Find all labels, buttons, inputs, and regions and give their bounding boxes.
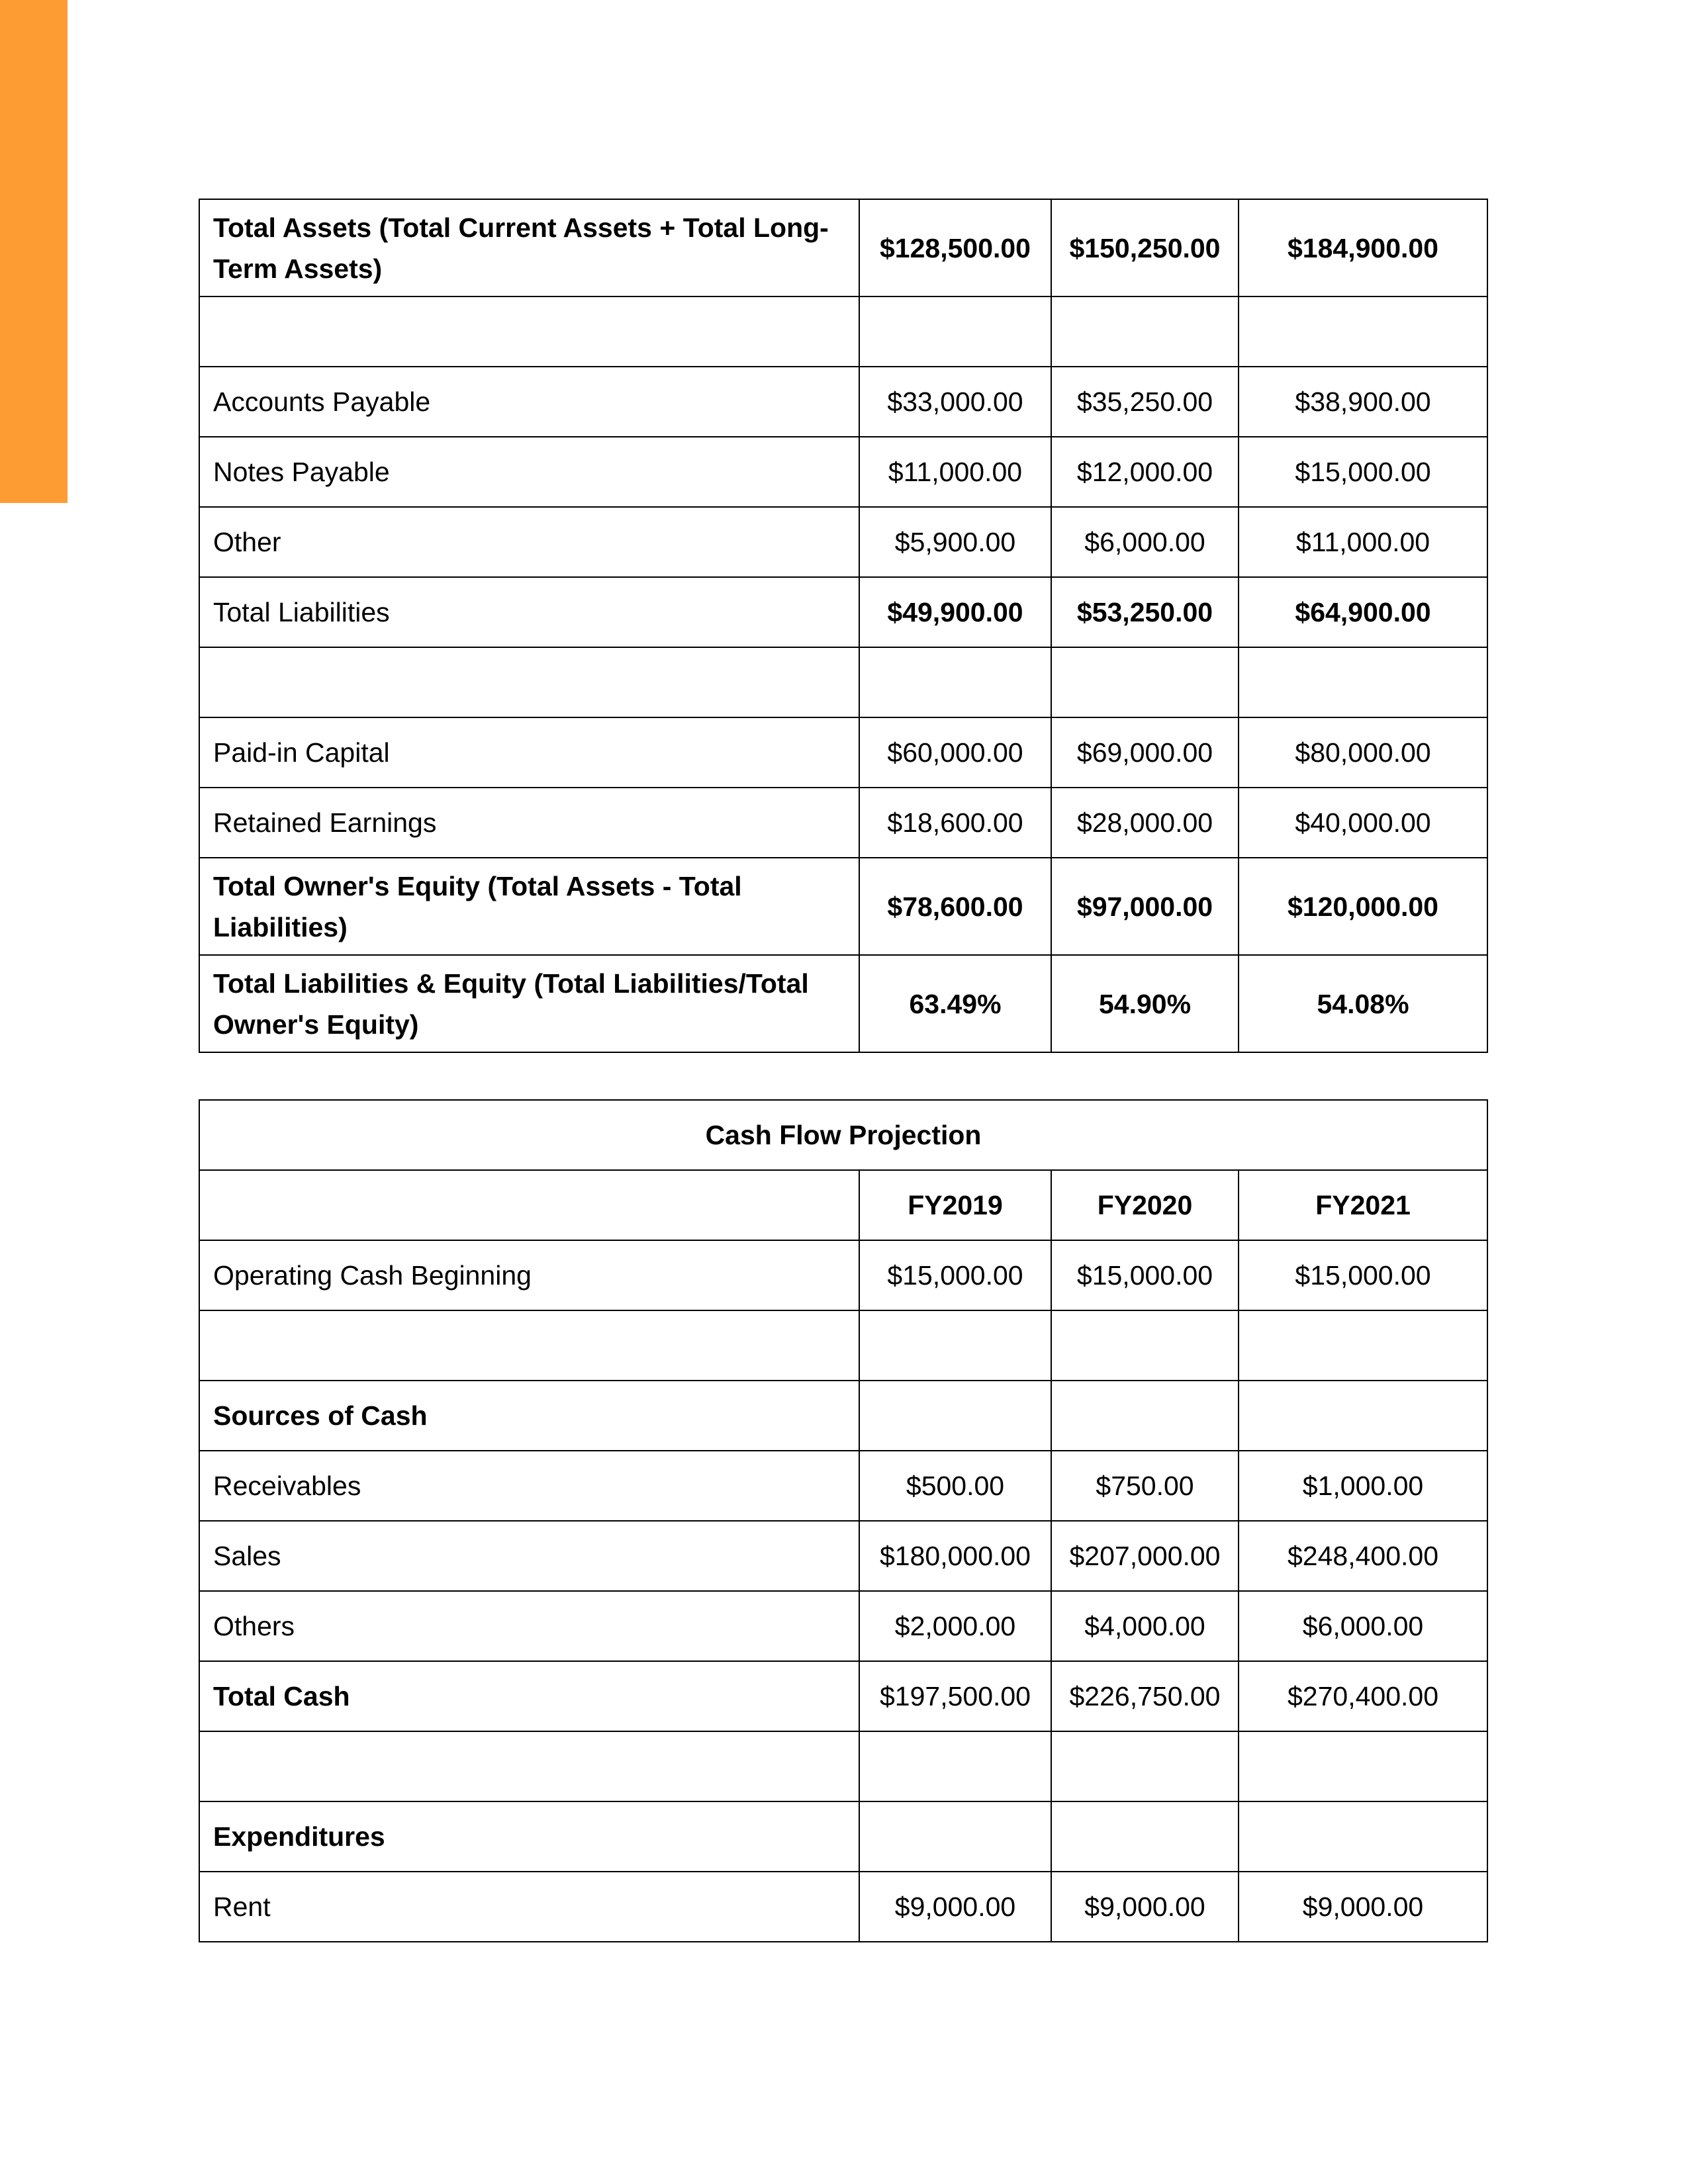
value-cell: $4,000.00 <box>1051 1591 1239 1661</box>
value-cell: $9,000.00 <box>1239 1872 1487 1942</box>
table-row <box>199 1381 1487 1451</box>
table-row <box>199 1451 1487 1521</box>
table-row <box>199 1872 1487 1942</box>
value-cell: $15,000.00 <box>1239 437 1487 507</box>
balance-sheet-table <box>199 199 1488 1053</box>
row-label: Sales <box>199 1521 859 1591</box>
row-label: Paid-in Capital <box>199 717 859 788</box>
value-cell <box>859 1801 1051 1872</box>
value-cell: $18,600.00 <box>859 788 1051 858</box>
value-cell <box>1051 647 1239 717</box>
value-cell: $15,000.00 <box>1239 1240 1487 1310</box>
value-cell: $180,000.00 <box>859 1521 1051 1591</box>
header-blank-cell <box>199 1170 859 1240</box>
value-cell <box>859 1310 1051 1381</box>
table-row <box>199 199 1487 296</box>
value-cell <box>1051 1731 1239 1801</box>
row-label: Rent <box>199 1872 859 1942</box>
table-row <box>199 788 1487 858</box>
table-row <box>199 367 1487 437</box>
row-label: Others <box>199 1591 859 1661</box>
table-row <box>199 1240 1487 1310</box>
value-cell: $207,000.00 <box>1051 1521 1239 1591</box>
column-header: FY2020 <box>1051 1170 1239 1240</box>
value-cell <box>1051 1801 1239 1872</box>
value-cell <box>1239 1381 1487 1451</box>
table-row <box>199 296 1487 367</box>
value-cell: $53,250.00 <box>1051 577 1239 647</box>
value-cell: $197,500.00 <box>859 1661 1051 1731</box>
value-cell: $120,000.00 <box>1239 858 1487 955</box>
value-cell: 54.90% <box>1051 955 1239 1052</box>
value-cell: 63.49% <box>859 955 1051 1052</box>
table-row <box>199 1801 1487 1872</box>
table-row <box>199 1731 1487 1801</box>
value-cell: $97,000.00 <box>1051 858 1239 955</box>
table-row <box>199 507 1487 577</box>
value-cell: $60,000.00 <box>859 717 1051 788</box>
value-cell: $226,750.00 <box>1051 1661 1239 1731</box>
value-cell: $28,000.00 <box>1051 788 1239 858</box>
row-label: Accounts Payable <box>199 367 859 437</box>
table-title: Cash Flow Projection <box>199 1100 1487 1170</box>
value-cell: $500.00 <box>859 1451 1051 1521</box>
value-cell: $750.00 <box>1051 1451 1239 1521</box>
section-label: Expenditures <box>199 1801 859 1872</box>
table-row <box>199 1310 1487 1381</box>
value-cell: $78,600.00 <box>859 858 1051 955</box>
value-cell: $6,000.00 <box>1239 1591 1487 1661</box>
value-cell: $69,000.00 <box>1051 717 1239 788</box>
value-cell: $2,000.00 <box>859 1591 1051 1661</box>
value-cell: $5,900.00 <box>859 507 1051 577</box>
value-cell: $248,400.00 <box>1239 1521 1487 1591</box>
row-label: Other <box>199 507 859 577</box>
table-row <box>199 577 1487 647</box>
value-cell: $9,000.00 <box>859 1872 1051 1942</box>
value-cell: $1,000.00 <box>1239 1451 1487 1521</box>
table-row <box>199 955 1487 1052</box>
table-title-row <box>199 1100 1487 1170</box>
value-cell <box>1239 1731 1487 1801</box>
row-label: Retained Earnings <box>199 788 859 858</box>
section-label: Sources of Cash <box>199 1381 859 1451</box>
table-row <box>199 717 1487 788</box>
value-cell: $11,000.00 <box>1239 507 1487 577</box>
row-label <box>199 296 859 367</box>
value-cell: $184,900.00 <box>1239 199 1487 296</box>
value-cell <box>1239 647 1487 717</box>
value-cell: $64,900.00 <box>1239 577 1487 647</box>
row-label: Total Assets (Total Current Assets + Total Long-Term Assets) <box>199 199 859 296</box>
value-cell: $6,000.00 <box>1051 507 1239 577</box>
value-cell: $33,000.00 <box>859 367 1051 437</box>
table-row <box>199 1521 1487 1591</box>
table-header-row <box>199 1170 1487 1240</box>
value-cell: $40,000.00 <box>1239 788 1487 858</box>
value-cell: $9,000.00 <box>1051 1872 1239 1942</box>
value-cell: $128,500.00 <box>859 199 1051 296</box>
value-cell: $80,000.00 <box>1239 717 1487 788</box>
value-cell <box>1239 1310 1487 1381</box>
cash-flow-table <box>199 1099 1488 1942</box>
value-cell <box>1051 1381 1239 1451</box>
value-cell <box>859 296 1051 367</box>
value-cell: $12,000.00 <box>1051 437 1239 507</box>
value-cell <box>1051 1310 1239 1381</box>
value-cell <box>1239 1801 1487 1872</box>
value-cell <box>1239 296 1487 367</box>
column-header: FY2021 <box>1239 1170 1487 1240</box>
value-cell: $49,900.00 <box>859 577 1051 647</box>
value-cell <box>1051 296 1239 367</box>
value-cell: $270,400.00 <box>1239 1661 1487 1731</box>
row-label <box>199 1310 859 1381</box>
row-label: Notes Payable <box>199 437 859 507</box>
value-cell: $15,000.00 <box>1051 1240 1239 1310</box>
column-header: FY2019 <box>859 1170 1051 1240</box>
value-cell: $35,250.00 <box>1051 367 1239 437</box>
value-cell: $15,000.00 <box>859 1240 1051 1310</box>
value-cell <box>859 1381 1051 1451</box>
table-row <box>199 858 1487 955</box>
value-cell: $38,900.00 <box>1239 367 1487 437</box>
row-label <box>199 647 859 717</box>
row-label: Receivables <box>199 1451 859 1521</box>
value-cell <box>859 1731 1051 1801</box>
value-cell: $11,000.00 <box>859 437 1051 507</box>
value-cell: 54.08% <box>1239 955 1487 1052</box>
row-label: Total Liabilities <box>199 577 859 647</box>
row-label: Total Owner's Equity (Total Assets - Total Liabilities) <box>199 858 859 955</box>
orange-accent-bar <box>0 0 68 503</box>
row-label: Operating Cash Beginning <box>199 1240 859 1310</box>
table-row <box>199 437 1487 507</box>
value-cell: $150,250.00 <box>1051 199 1239 296</box>
row-label <box>199 1731 859 1801</box>
row-label: Total Cash <box>199 1661 859 1731</box>
table-row <box>199 647 1487 717</box>
row-label: Total Liabilities & Equity (Total Liabilities/Total Owner's Equity) <box>199 955 859 1052</box>
table-row <box>199 1591 1487 1661</box>
value-cell <box>859 647 1051 717</box>
table-row <box>199 1661 1487 1731</box>
